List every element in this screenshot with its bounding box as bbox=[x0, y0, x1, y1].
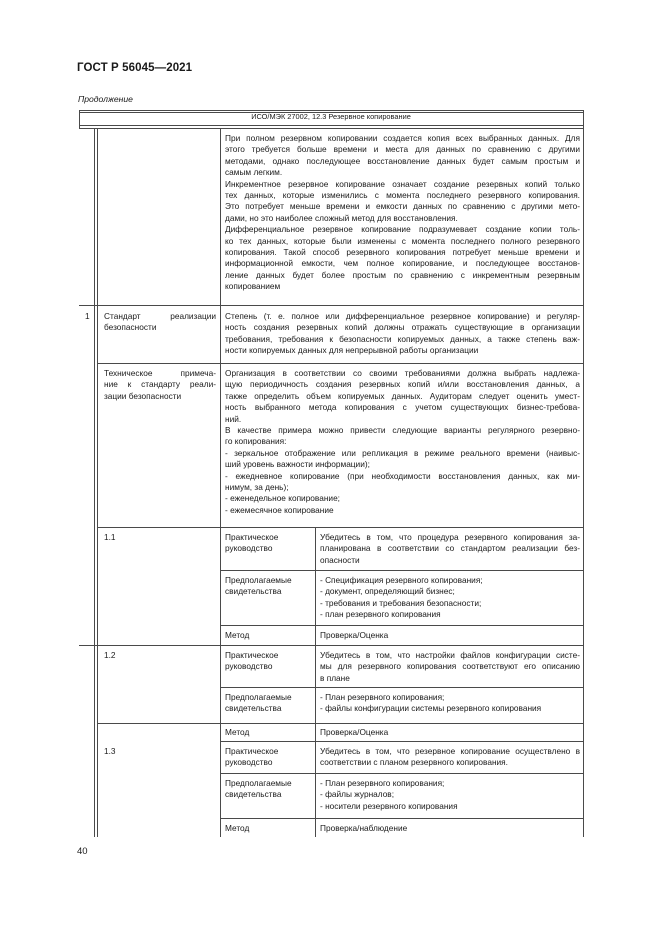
text-line: копированием bbox=[225, 281, 281, 292]
text-line: - ежедневное копирование (при необходимости восстановления данных, как ми- bbox=[225, 470, 580, 481]
text-line: ление данных будет более простым по сравнению с инкрементным резервным bbox=[225, 269, 580, 280]
table-border bbox=[220, 741, 584, 742]
text-line: - еженедельное копирование; bbox=[225, 493, 340, 504]
text-line: руководство bbox=[225, 543, 273, 554]
subitem-number: 1.2 bbox=[104, 650, 116, 660]
page-number: 40 bbox=[77, 846, 88, 857]
table-border bbox=[315, 528, 316, 837]
method-text: Проверка/Оценка bbox=[320, 727, 389, 737]
text-line: Убедитесь в том, что резервное копирование осуществлено в bbox=[320, 746, 580, 756]
table-border bbox=[220, 773, 584, 774]
text-line: - ежемесячное копирование bbox=[225, 504, 334, 515]
text-line: Степень (т. е. полное или дифференциальное резервное копирование) и регуляр- bbox=[225, 311, 580, 321]
text-line: безопасности bbox=[104, 322, 157, 333]
text-line: свидетельства bbox=[225, 789, 282, 800]
text-line: Это потребует меньше времени и емкости данных по сравнению с другими мето- bbox=[225, 201, 580, 212]
practical-guidance-label bbox=[225, 532, 278, 555]
text-line: - документ, определяющий бизнес; bbox=[320, 586, 455, 597]
text-line: - зеркальное отображение или репликация в режиме реального времени (наивыс- bbox=[225, 447, 580, 458]
text-line: Практическое bbox=[225, 650, 279, 660]
text-line: ший уровень важности информации); bbox=[225, 459, 370, 470]
expected-evidence-text bbox=[320, 778, 458, 812]
table-border bbox=[94, 128, 95, 837]
text-line: мы для резервного копирования соответствуют его описанию bbox=[320, 661, 580, 672]
table-border bbox=[220, 128, 221, 837]
intro-text bbox=[225, 133, 580, 293]
text-line: этого требуется больше времени и места для данных по сравнению с другими bbox=[225, 144, 580, 155]
text-line: При полном резервном копировании создается копия всех выбранных данных. Для bbox=[225, 133, 580, 143]
text-line: ности копируемых данных для непрерывной работы организации bbox=[225, 345, 479, 356]
subitem-number: 1.1 bbox=[104, 532, 116, 542]
continuation-label: Продолжение bbox=[78, 94, 133, 104]
text-line: тех данных, которые изменились с момента последнего резервного копирования. bbox=[225, 190, 580, 201]
text-line: информационной емкости, чем полное копирование, и последующее восстанов- bbox=[225, 258, 580, 269]
text-line: руководство bbox=[225, 661, 273, 672]
text-line: ние к стандарту реали- bbox=[104, 379, 216, 390]
text-line: В качестве примера можно привести следующие варианты регулярного резервно- bbox=[225, 425, 580, 436]
method-text: Проверка/наблюдение bbox=[320, 823, 408, 833]
text-line: - файлы журналов; bbox=[320, 789, 395, 800]
text-line: свидетельства bbox=[225, 586, 282, 597]
table-border bbox=[220, 687, 584, 688]
method-label: Метод bbox=[225, 727, 250, 737]
expected-evidence-label bbox=[225, 575, 292, 598]
text-line: руководство bbox=[225, 757, 273, 768]
text-line: Предполагаемые bbox=[225, 778, 292, 788]
table-header-title: ИСО/МЭК 27002, 12.3 Резервное копирование bbox=[251, 112, 411, 121]
security-standard-text bbox=[225, 311, 580, 357]
table-border bbox=[97, 128, 98, 837]
text-line: - план резервного копирования bbox=[320, 609, 441, 620]
text-line: Дифференциальное резервное копирование подразумевает создание копии толь- bbox=[225, 224, 580, 235]
method-label: Метод bbox=[225, 823, 250, 833]
text-line: самым легким. bbox=[225, 167, 283, 178]
text-line: свидетельства bbox=[225, 703, 282, 714]
table-border bbox=[220, 570, 584, 571]
table-border bbox=[79, 645, 584, 646]
practical-guidance-text bbox=[320, 650, 580, 684]
text-line: зации безопасности bbox=[104, 390, 182, 401]
text-line: Стандарт реализации bbox=[104, 311, 216, 321]
text-line: Практическое bbox=[225, 746, 279, 756]
text-line: ний. bbox=[225, 413, 242, 424]
text-line: опасности bbox=[320, 554, 360, 565]
practical-guidance-label bbox=[225, 650, 278, 673]
text-line: го копирования: bbox=[225, 436, 287, 447]
text-line: нимум, за день); bbox=[225, 482, 289, 493]
text-line: планирована в соответствии со стандартом реализации без- bbox=[320, 543, 580, 554]
table-border bbox=[79, 305, 584, 306]
practical-guidance-text bbox=[320, 532, 580, 566]
text-line: Предполагаемые bbox=[225, 692, 292, 702]
text-line: требования, требования к безопасности копируемых данных, а также степень важ- bbox=[225, 333, 580, 344]
table-border bbox=[97, 527, 584, 528]
practical-guidance-text bbox=[320, 746, 580, 769]
text-line: Предполагаемые bbox=[225, 575, 292, 585]
table-border bbox=[220, 625, 584, 626]
text-line: Инкрементное резервное копирование означает создание резервных копий только bbox=[225, 178, 580, 189]
table-border bbox=[79, 125, 584, 126]
expected-evidence-text bbox=[320, 575, 483, 621]
text-line: - файлы конфигурации системы резервного копирования bbox=[320, 703, 542, 714]
method-label: Метод bbox=[225, 630, 250, 640]
tech-note-label bbox=[104, 368, 216, 402]
expected-evidence-label bbox=[225, 692, 292, 715]
text-line: щую периодичность создания резервных копий и/или восстановления данных, а bbox=[225, 379, 580, 390]
text-line: ко тех данных, которые были изменены с момента последнего полного резервного bbox=[225, 235, 580, 246]
row-number: 1 bbox=[85, 311, 90, 321]
text-line: Убедитесь в том, что настройки файлов конфигурации систе- bbox=[320, 650, 580, 660]
text-line: ность создания резервных копий должны отражать существующие в организации bbox=[225, 322, 580, 333]
standard-designation: ГОСТ Р 56045—2021 bbox=[77, 62, 193, 74]
table-border bbox=[583, 110, 584, 837]
table-border bbox=[79, 128, 584, 129]
table-border bbox=[97, 363, 584, 364]
expected-evidence-text bbox=[320, 692, 541, 715]
text-line: Практическое bbox=[225, 532, 279, 542]
table-border bbox=[220, 818, 584, 819]
text-line: соответствии с планом резервного копирования. bbox=[320, 757, 508, 768]
text-line: - носители резервного копирования bbox=[320, 800, 458, 811]
text-line: - Спецификация резервного копирования; bbox=[320, 575, 483, 585]
text-line: также определить объем копируемых данных. Аудиторам следует оценить умест- bbox=[225, 390, 580, 401]
expected-evidence-label bbox=[225, 778, 292, 801]
text-line: в плане bbox=[320, 672, 350, 683]
table-border bbox=[79, 110, 584, 111]
text-line: - План резервного копирования; bbox=[320, 692, 445, 702]
text-line: ность выбранного метода копирования с учетом существующих бизнес-требова- bbox=[225, 402, 580, 413]
text-line: Убедитесь в том, что процедура резервного копирования за- bbox=[320, 532, 580, 542]
method-text: Проверка/Оценка bbox=[320, 630, 389, 640]
security-standard-label bbox=[104, 311, 216, 334]
subitem-number: 1.3 bbox=[104, 746, 116, 756]
text-line: методами, однако последующее восстановление данных будет самым простым и bbox=[225, 155, 580, 166]
text-line: Организация в соответствии со своими требованиями должна выбрать надлежа- bbox=[225, 368, 580, 378]
text-line: дами, но это наиболее сложный метод для восстановления. bbox=[225, 212, 458, 223]
text-line: копирования. Такой способ резервного копирования потребует меньше времени и bbox=[225, 247, 580, 258]
text-line: Техническое примеча- bbox=[104, 368, 216, 378]
text-line: - План резервного копирования; bbox=[320, 778, 445, 788]
tech-note-text bbox=[225, 368, 580, 516]
table-border bbox=[97, 723, 584, 724]
text-line: - требования и требования безопасности; bbox=[320, 597, 482, 608]
practical-guidance-label bbox=[225, 746, 278, 769]
